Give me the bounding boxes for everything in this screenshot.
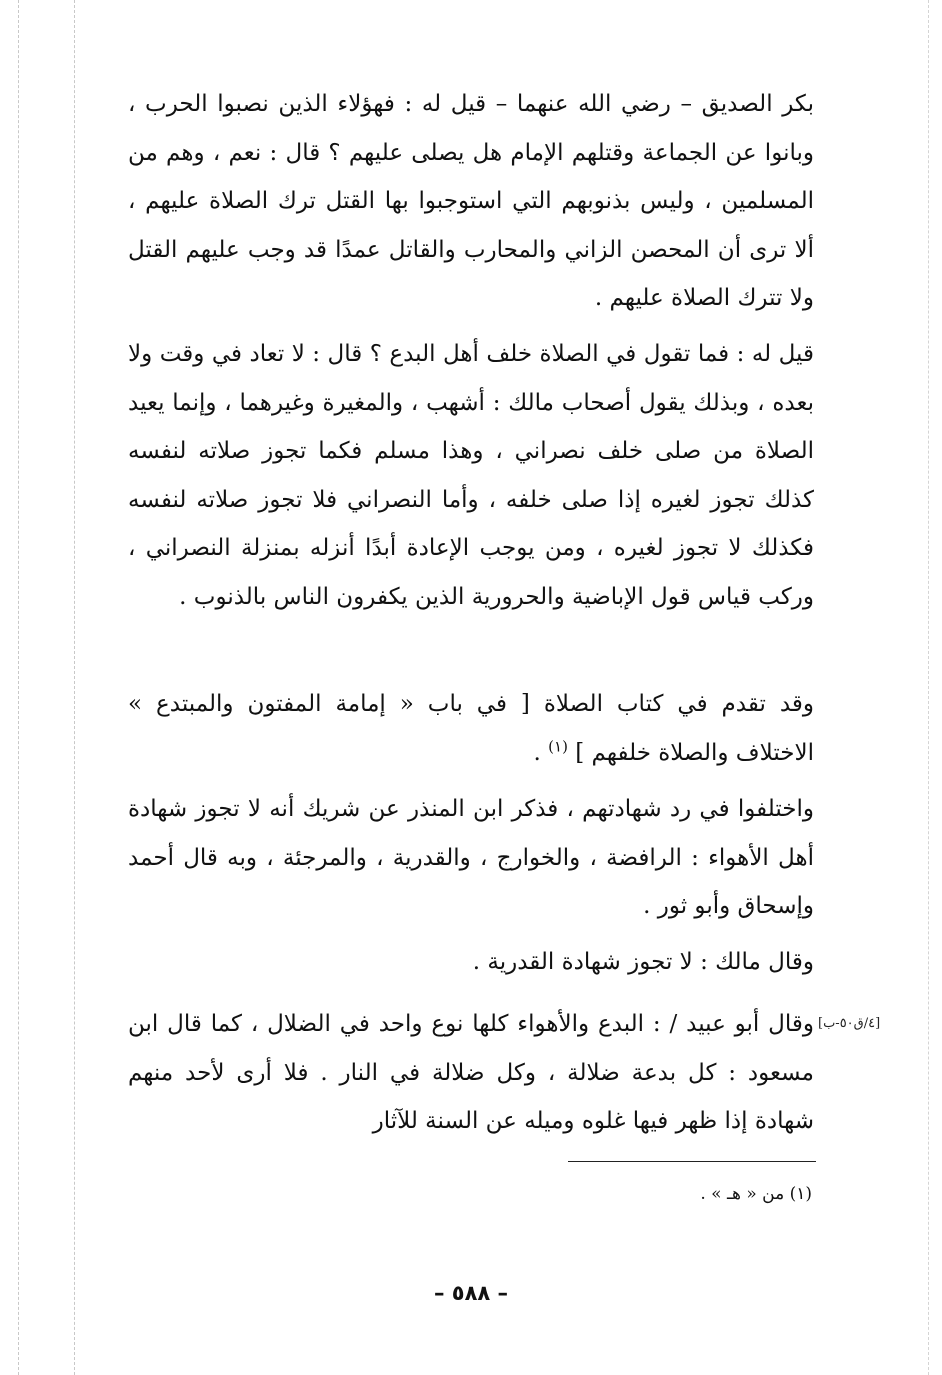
scan-guide-line [928,0,929,1375]
manuscript-margin-note: [٤/ق٥٠-ب] [818,1016,881,1031]
footnote: (١) من « هـ » . [700,1184,812,1204]
paragraph-4: واختلفوا في رد شهادتهم ، فذكر ابن المنذر عن شريك أنه لا تجوز شهادة أهل الأهواء : الرافضة ، والخوارج ، والقدرية ، والمرجئة ، وبه قال أحمد وإسحاق وأبو ثور . [128,796,814,919]
scan-guide-line [18,0,19,1375]
page-number: – ٥٨٨ – [433,1281,509,1305]
scan-guide-line [74,0,75,1375]
footnote-divider [568,1161,816,1162]
footnote-reference: (١) [548,736,568,755]
paragraph-2: قيل له : فما تقول في الصلاة خلف أهل البدع ؟ قال : لا تعاد في وقت ولا بعده ، وبذلك يقول أصحاب مالك : أشهب ، والمغيرة وغيرهما ، وإنما يعيد الصلاة من صلى خلف نصراني ، وهذا مسلم فكما تجوز صلاته لنفسه كذلك تجوز لغيره إذا صلى خلفه ، وأما النصراني فلا تجوز صلاته لنفسه فكذلك لا تجوز لغيره ، ومن يوجب الإعادة أبدًا أنزله بمنزلة النصراني ، وركب قياس قول الإباضية والحرورية الذين يكفرون الناس بالذنوب . [128,341,814,610]
paragraph-3 [128,680,814,777]
paragraph-3-text: وقد تقدم في كتاب الصلاة [ في باب « إمامة المفتون والمبتدع » الاختلاف والصلاة خلفهم ] [128,691,814,766]
paragraph-3-end: . [533,739,549,766]
paragraph-5: وقال مالك : لا تجوز شهادة القدرية . [472,949,814,975]
paragraph-6: وقال أبو عبيد / : البدع والأهواء كلها نوع واحد في الضلال ، كما قال ابن مسعود : كل بدعة ضلالة ، وكل ضلالة في النار . فلا أرى لأحد منهم شهادة إذا ظهر فيها غلوه وميله عن السنة للآثار [128,1011,814,1134]
paragraph-1: بكر الصديق – رضي الله عنهما – قيل له : فهؤلاء الذين نصبوا الحرب ، وبانوا عن الجماعة وقتلهم الإمام هل يصلى عليهم ؟ قال : نعم ، وهم من المسلمين ، وليس بذنوبهم التي استوجبوا بها القتل ترك الصلاة عليهم ، ألا ترى أن المحصن الزاني والمحارب والقاتل عمدًا قد وجب عليهم القتل ولا تترك الصلاة عليهم . [128,91,814,311]
